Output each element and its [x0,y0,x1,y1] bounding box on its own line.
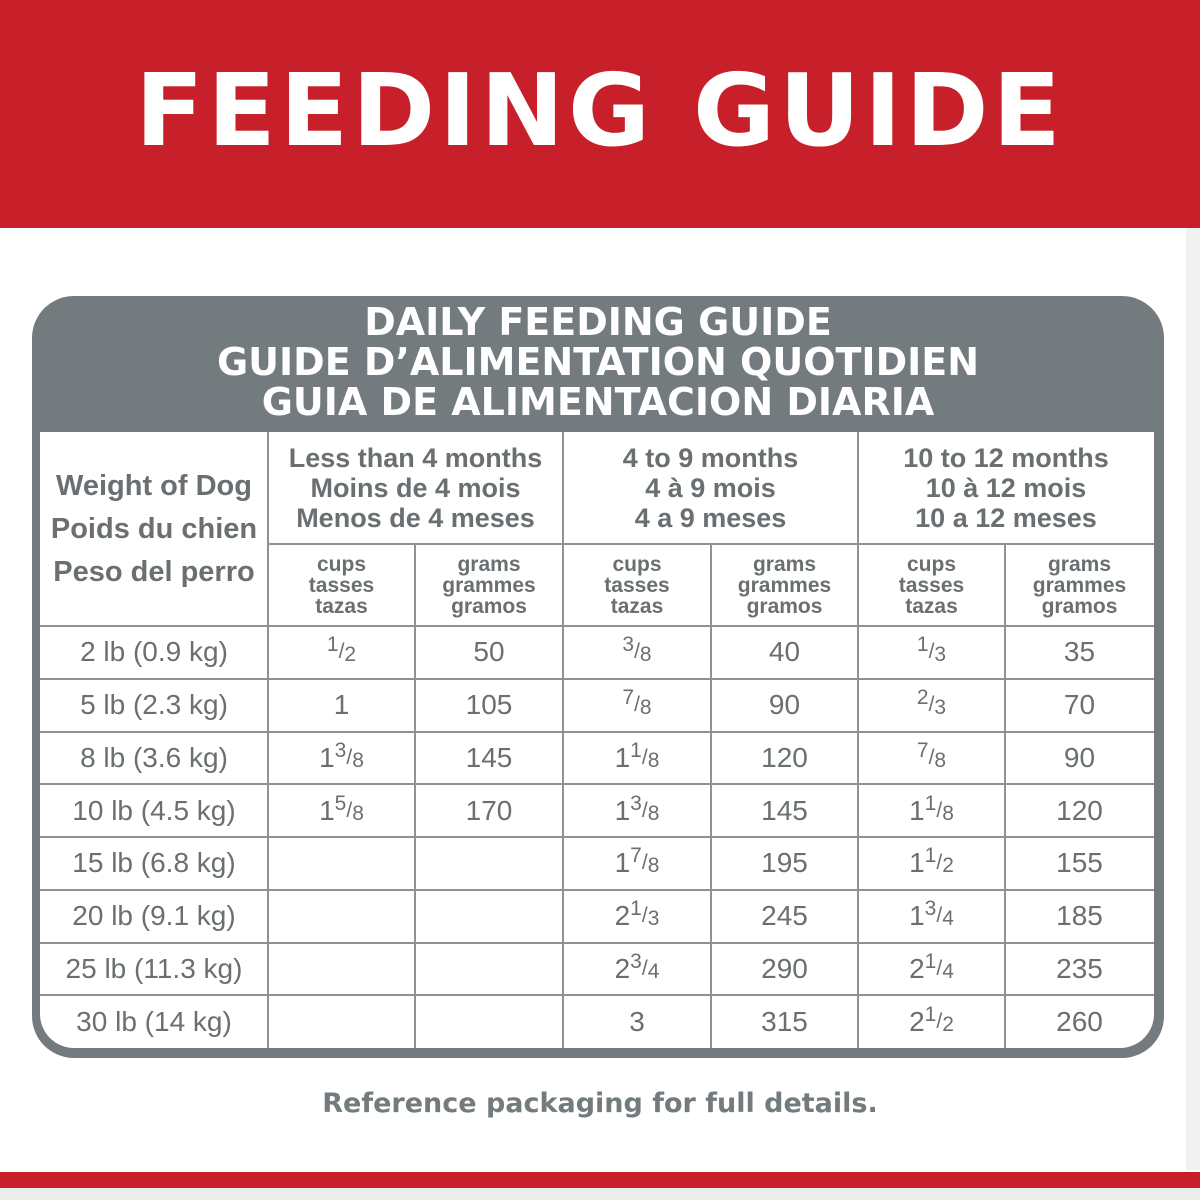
row-divider [40,994,1154,996]
row-divider [40,625,1154,627]
cups-cell: 1/2 [326,633,357,667]
cups-cell: 7/8 [916,738,947,772]
cups-cell: 3 [629,1005,645,1037]
grams-cell: 90 [768,689,801,721]
grams-unit-header: grams grammes gramos [1032,552,1127,618]
grams-cell: 145 [761,794,808,826]
cups-cell: 3/8 [622,633,652,667]
cups-cell: 1 [333,689,350,721]
row-divider [40,678,1154,680]
cups-cell: 2 3/4 [614,949,660,984]
cups-cell: 1 3/4 [909,897,954,932]
age-group-header: 4 to 9 months 4 à 9 mois 4 a 9 meses [622,443,799,533]
grams-cell: 35 [1063,636,1096,668]
column-divider [710,544,712,1048]
cups-cell: 1 3/8 [319,738,364,773]
right-edge-strip [1186,228,1200,1170]
cups-cell [268,995,415,1048]
grams-cell: 40 [768,636,801,668]
row-divider [40,836,1154,838]
row-divider [40,783,1154,785]
grams-unit-header: grams grammes gramos [737,552,832,618]
age-group-header: 10 to 12 months 10 à 12 mois 10 a 12 meses [903,443,1109,533]
cups-cell: 2 1/4 [909,949,954,984]
cups-cell [268,837,415,890]
grams-cell: 155 [1056,847,1103,879]
cups-cell: 1 1/2 [909,844,954,879]
weight-cell: 10 lb (4.5 kg) [72,794,236,826]
column-divider [857,432,859,1048]
row-divider [40,731,1154,733]
grams-cell: 195 [761,847,808,879]
cups-cell [268,943,415,996]
table-heading-spanish: GUIA DE ALIMENTACION DIARIA [261,380,935,424]
grams-cell: 235 [1056,952,1103,984]
bottom-rule [0,1172,1200,1188]
cups-cell: 2 1/3 [614,897,660,932]
grams-cell: 50 [473,636,505,668]
row-divider [268,543,1154,545]
grams-cell: 185 [1056,900,1103,932]
grams-cell: 170 [465,794,513,826]
cups-cell [268,890,415,943]
row-divider [40,942,1154,944]
grams-cell [415,995,563,1048]
grams-cell: 120 [761,741,808,773]
weight-of-dog-header: Weight of Dog Poids du chien Peso del perro [50,469,258,588]
reference-note: Reference packaging for full details. [322,1088,878,1119]
grams-cell [415,890,563,943]
weight-cell: 8 lb (3.6 kg) [80,741,228,773]
cups-cell: 1 3/8 [614,791,660,826]
feeding-table [40,432,1154,1048]
grams-cell [415,943,563,996]
grams-cell: 315 [761,1005,808,1037]
weight-cell: 5 lb (2.3 kg) [80,689,228,721]
cups-cell: 1 1/8 [614,738,660,773]
cups-unit-header: cups tasses tazas [898,552,965,618]
table-heading-english: DAILY FEEDING GUIDE [364,300,832,344]
grams-cell: 70 [1063,689,1096,721]
grams-cell: 105 [465,689,513,721]
weight-cell: 2 lb (0.9 kg) [80,636,228,668]
row-divider [40,889,1154,891]
column-divider [414,544,416,1048]
cups-cell: 1/3 [916,633,947,667]
table-heading [32,302,1164,422]
grams-cell: 90 [1063,741,1096,773]
cups-cell: 1 1/8 [909,791,954,826]
bottom-rule-shadow [0,1188,1200,1200]
cups-unit-header: cups tasses tazas [308,552,375,618]
cups-cell: 1 7/8 [614,844,660,879]
cups-cell: 7/8 [622,686,652,720]
cups-cell: 2/3 [916,686,947,720]
age-group-header: Less than 4 months Moins de 4 mois Menos de 4 meses [288,443,543,533]
cups-cell: 1 5/8 [319,791,364,826]
weight-cell: 30 lb (14 kg) [76,1005,232,1037]
grams-cell: 145 [465,741,513,773]
grams-cell [415,837,563,890]
cups-cell: 2 1/2 [909,1002,954,1037]
grams-cell: 290 [761,952,808,984]
grams-cell: 120 [1056,794,1103,826]
grams-cell: 245 [761,900,808,932]
table-heading-french: GUIDE D’ALIMENTATION QUOTIDIEN [216,340,980,384]
cups-unit-header: cups tasses tazas [604,552,670,618]
column-divider [562,432,564,1048]
weight-cell: 25 lb (11.3 kg) [65,952,243,984]
column-divider [267,432,269,1048]
grams-unit-header: grams grammes gramos [442,552,536,618]
weight-cell: 20 lb (9.1 kg) [72,900,236,932]
column-divider [1004,544,1006,1048]
weight-cell: 15 lb (6.8 kg) [72,847,236,879]
page-title: FEEDING GUIDE [135,52,1065,169]
grams-cell: 260 [1056,1005,1103,1037]
